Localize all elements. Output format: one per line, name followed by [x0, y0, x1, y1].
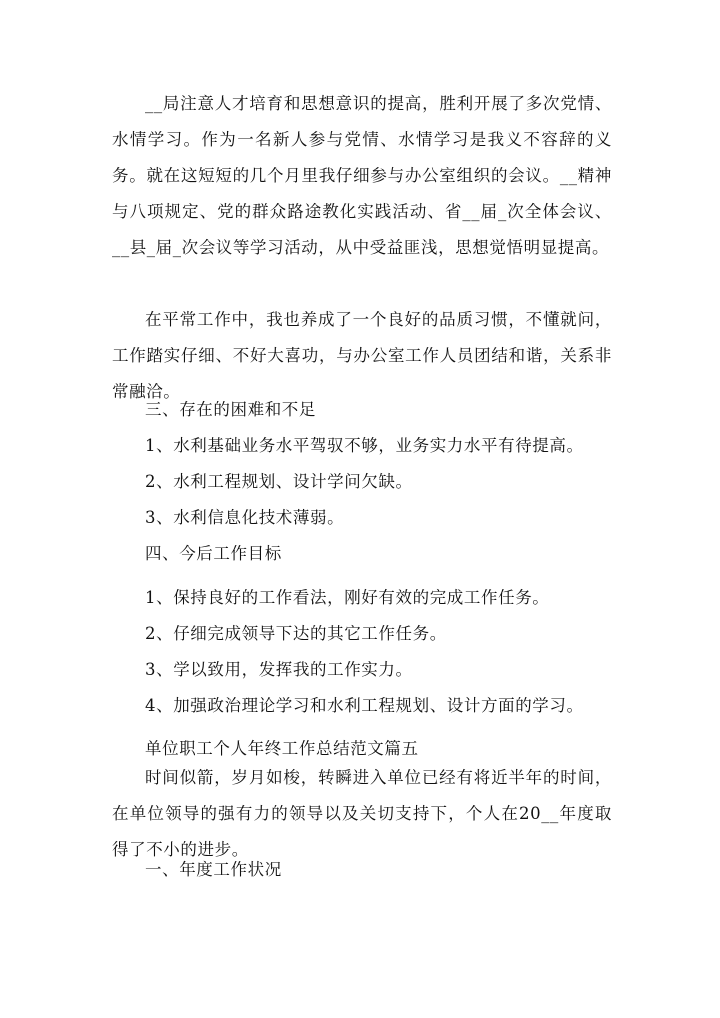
list-item: 4、加强政治理论学习和水利工程规划、设计方面的学习。 — [145, 696, 584, 715]
list-item: 3、学以致用，发挥我的工作实力。 — [145, 660, 413, 679]
section-heading-difficulties: 三、存在的困难和不足 — [145, 400, 316, 419]
section-heading-annual-work: 一、年度工作状况 — [145, 860, 282, 879]
list-item: 3、水利信息化技术薄弱。 — [145, 508, 345, 527]
intro-paragraph: 时间似箭，岁月如梭，转瞬进入单位已经有将近半年的时间，在单位领导的强有力的领导以及关切支持下，个人在20__年度取得了不小的进步。 — [112, 768, 612, 859]
body-paragraph-habits: 在平常工作中，我也养成了一个良好的品质习惯，不懂就问，工作踏实仔细、不好大喜功，与办公室工作人员团结和谐，关系非常融洽。 — [112, 310, 612, 401]
article-title: 单位职工个人年终工作总结范文篇五 — [145, 739, 419, 758]
list-item: 1、水利基础业务水平驾驭不够，业务实力水平有待提高。 — [145, 436, 584, 455]
body-paragraph-study: __局注意人才培育和思想意识的提高，胜利开展了多次党情、水情学习。作为一名新人参与党情、水情学习是我义不容辞的义务。就在这短短的几个月里我仔细参与办公室组织的会议。__精神与八项规定、党的群众路途教化实践活动、省__届_次全体会议、__县_届_次会议等学习活动，从中受益匪浅，思想觉悟明显提高。 — [112, 94, 612, 257]
list-item: 2、水利工程规划、设计学问欠缺。 — [145, 472, 413, 491]
section-heading-goals: 四、今后工作目标 — [145, 544, 282, 563]
list-item: 2、仔细完成领导下达的其它工作任务。 — [145, 624, 447, 643]
list-item: 1、保持良好的工作看法，刚好有效的完成工作任务。 — [145, 588, 550, 607]
